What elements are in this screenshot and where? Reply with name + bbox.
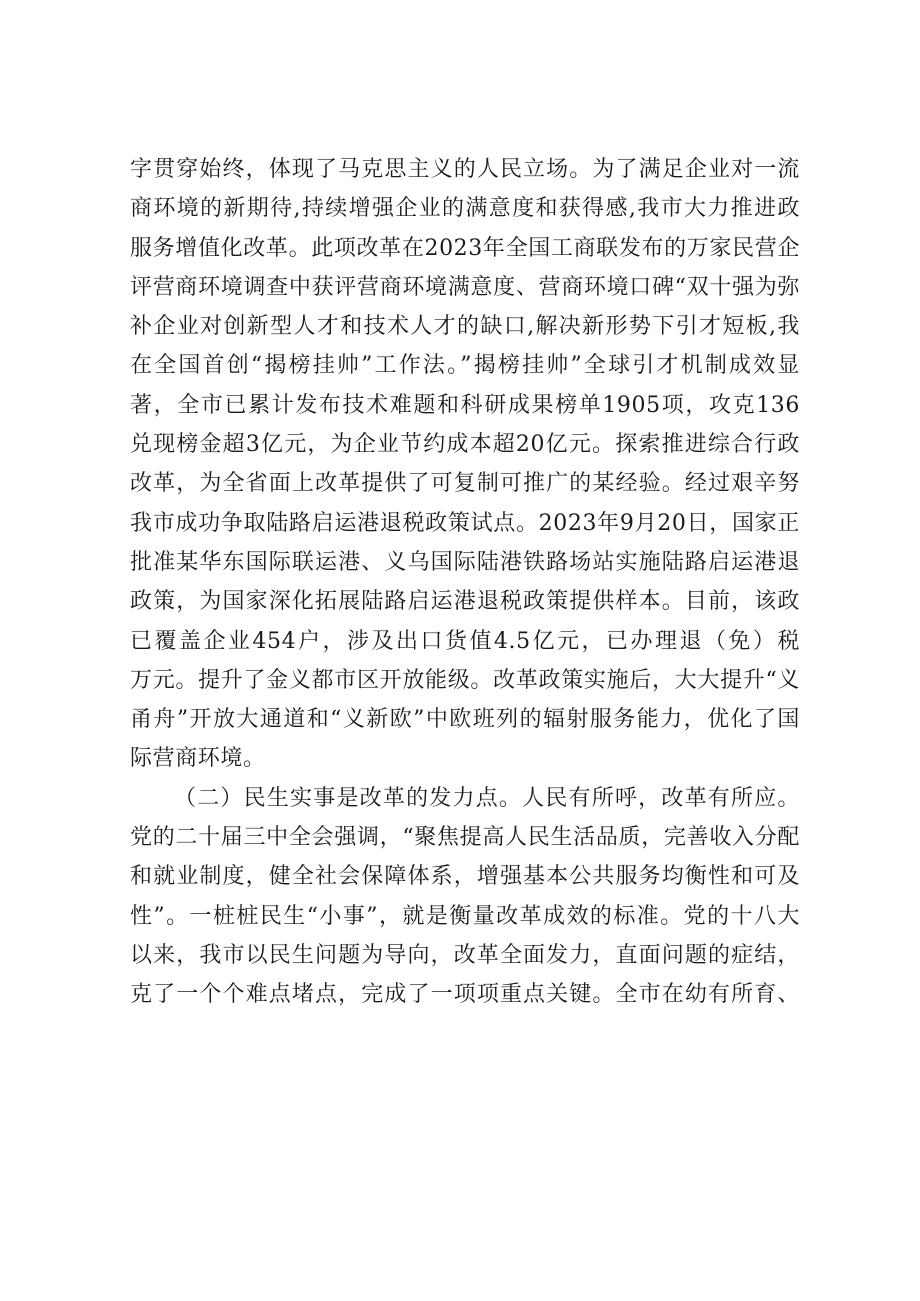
text-line: 著，全市已累计发布技术难题和科研成果榜单1905项，攻克136 [130,392,800,418]
text-line: 甬舟”开放大通道和“义新欧”中欧班列的辐射服务能力，优化了国 [130,707,800,733]
text-line: 万元。提升了金义都市区开放能级。改革政策实施后，大大提升“义 [130,667,800,693]
text-line: 兑现榜金超3亿元，为企业节约成本超20亿元。探索推进综合行政 [130,432,800,458]
text-line: 克了一个个难点堵点，完成了一项项重点关键。全市在幼有所育、 [130,982,800,1008]
text-line: 和就业制度，健全社会保障体系，增强基本公共服务均衡性和可及 [130,864,800,890]
text-line: 政策，为国家深化拓展陆路启运港退税政策提供样本。目前，该政 [130,589,800,615]
text-line: 服务增值化改革。此项改革在2023年全国工商联发布的万家民营企 [130,235,800,261]
text-line: 改革，为全省面上改革提供了可复制可推广的某经验。经过艰辛努 [130,471,800,497]
text-line: 字贯穿始终，体现了马克思主义的人民立场。为了满足企业对一流 [130,157,800,182]
text-line: 评营商环境调查中获评营商环境满意度、营商环境口碑“双十强为弥 [130,274,800,300]
text-line: 党的二十届三中全会强调，“聚焦提高人民生活品质，完善收入分配 [130,825,800,851]
text-line: 以来，我市以民生问题为导向，改革全面发力，直面问题的症结， [130,942,800,968]
text-line: 商环境的新期待,持续增强企业的满意度和获得感,我市大力推进政 [130,196,800,222]
text-line: 批准某华东国际联运港、义乌国际陆港铁路场站实施陆路启运港退 [130,549,800,575]
text-line: 际营商环境。 [130,746,266,772]
text-line: 在全国首创“揭榜挂帅”工作法。”揭榜挂帅”全球引才机制成效显 [130,353,800,379]
text-line: 补企业对创新型人才和技术人才的缺口,解决新形势下引才短板,我 [130,314,800,340]
section-heading-line: （二）民生实事是改革的发力点。人民有所呼，改革有所应。 [174,785,800,811]
text-line: 我市成功争取陆路启运港退税政策试点。2023年9月20日，国家正 [130,510,800,536]
text-line: 性”。一桩桩民生“小事”，就是衡量改革成效的标准。党的十八大 [130,903,800,929]
body-text [130,150,800,1015]
text-line: 已覆盖企业454户，涉及出口货值4.5亿元，已办理退（免）税 [130,628,800,654]
